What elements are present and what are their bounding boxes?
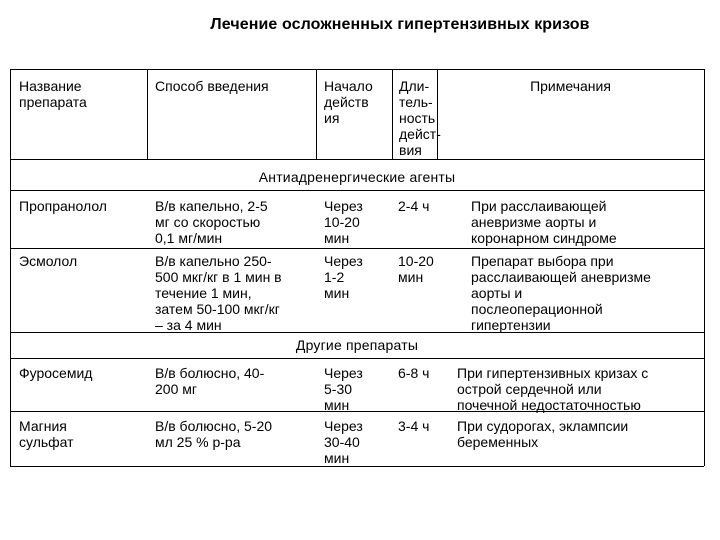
- duration-cell: 6-8 ч: [398, 365, 430, 381]
- drug-name: Фуросемид: [19, 365, 93, 381]
- col-header-notes: Примечания: [530, 78, 611, 94]
- drug-name: Эсмолол: [19, 253, 78, 269]
- table-bottom-border: [10, 466, 704, 467]
- onset-cell: Через 1-2 мин: [324, 253, 363, 301]
- table-right-border: [704, 69, 705, 466]
- duration-cell: 2-4 ч: [398, 198, 430, 214]
- page-title: Лечение осложненных гипертензивных кризов: [210, 16, 590, 33]
- route-cell: В/в болюсно, 40- 200 мг: [155, 365, 265, 397]
- col-divider-2: [316, 69, 317, 159]
- drug-name: Пропранолол: [19, 198, 107, 214]
- notes-cell: Препарат выбора при расслаивающей аневризме аорты и послеоперационной гипертензии: [471, 253, 651, 333]
- col-header-route: Способ введения: [155, 78, 269, 94]
- header-bottom-border: [10, 159, 704, 160]
- col-divider-3: [392, 69, 393, 159]
- section2-bottom-border: [10, 358, 704, 359]
- section-title-other: Другие препараты: [295, 337, 419, 353]
- col-header-duration: Дли- тель- ность дейст- вия: [399, 78, 441, 158]
- onset-cell: Через 10-20 мин: [324, 198, 363, 246]
- table-left-border: [10, 69, 11, 466]
- section1-bottom-border: [10, 190, 704, 191]
- notes-cell: При судорогах, эклампсии беременных: [457, 418, 629, 450]
- row1-bottom-border: [10, 248, 704, 249]
- duration-cell: 10-20 мин: [398, 253, 434, 285]
- duration-cell: 3-4 ч: [398, 418, 430, 434]
- notes-cell: При расслаивающей аневризме аорты и коронарном синдроме: [471, 198, 617, 246]
- drug-name: Магния сульфат: [19, 418, 74, 450]
- onset-cell: Через 30-40 мин: [324, 418, 363, 466]
- col-divider-1: [147, 69, 148, 159]
- onset-cell: Через 5-30 мин: [324, 365, 363, 413]
- route-cell: В/в капельно, 2-5 мг со скоростью 0,1 мг/мин: [155, 198, 268, 246]
- notes-cell: При гипертензивных кризах с острой сердечной или почечной недостаточностью: [457, 365, 649, 413]
- route-cell: В/в болюсно, 5-20 мл 25 % р-ра: [155, 418, 273, 450]
- table-top-border: [10, 69, 704, 70]
- col-header-name: Название препарата: [19, 78, 87, 110]
- col-header-onset: Начало действ ия: [324, 78, 373, 126]
- section-title-antiadrenergic: Антиадренергические агенты: [258, 169, 456, 185]
- route-cell: В/в капельно 250- 500 мкг/кг в 1 мин в течение 1 мин, затем 50-100 мкг/кг – за 4 мин: [155, 253, 282, 333]
